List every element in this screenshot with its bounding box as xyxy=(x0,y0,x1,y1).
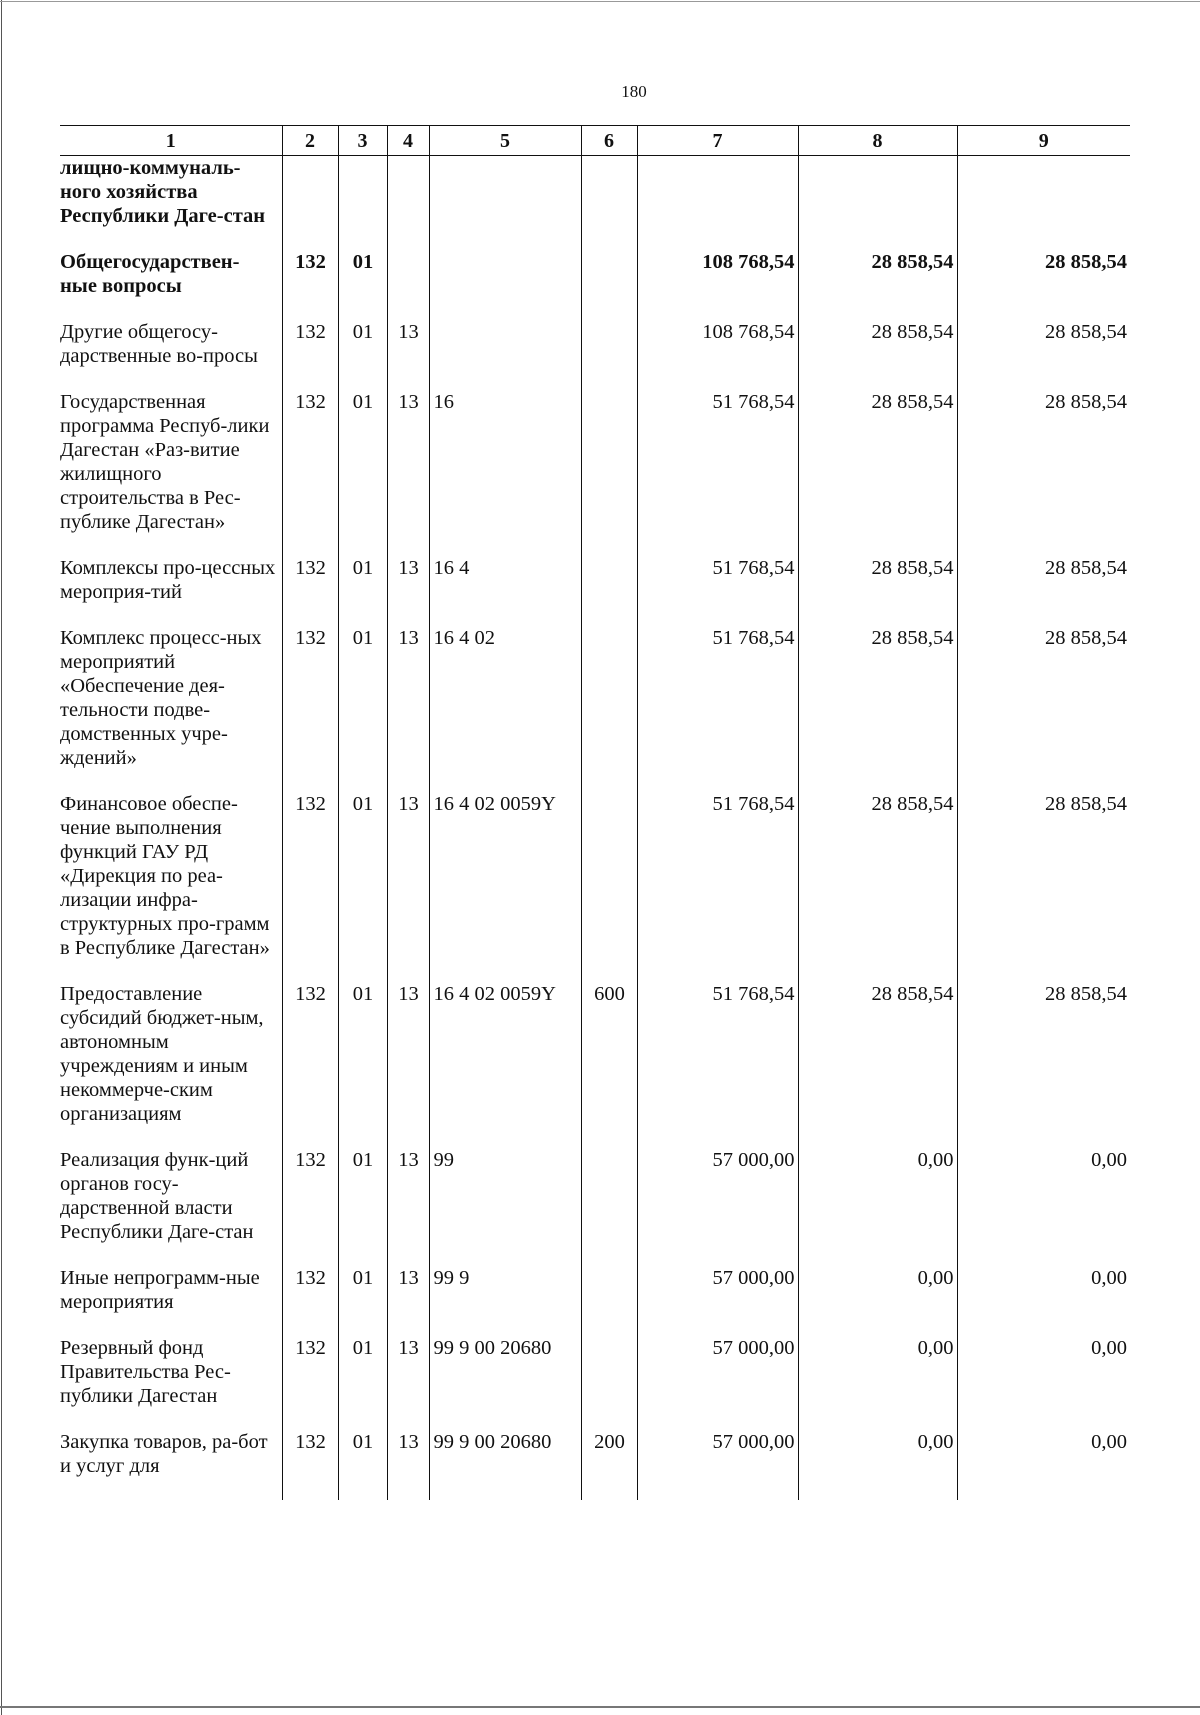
cell-amount-year3: 28 858,54 xyxy=(957,982,1130,1148)
cell-admin-code: 132 xyxy=(282,792,338,982)
table-row xyxy=(60,556,1130,626)
cell-admin-code: 132 xyxy=(282,250,338,320)
cell-name: Реализация функ-ций органов госу-дарственной власти Республики Даге-стан xyxy=(60,1149,254,1243)
cell-subsection xyxy=(387,156,429,251)
cell-target-article: 16 4 02 0059Y xyxy=(429,982,581,1148)
cell-expense-type xyxy=(581,250,637,320)
cell-target-article: 16 xyxy=(429,390,581,556)
cell-amount-year3: 0,00 xyxy=(957,1148,1130,1266)
cell-target-article: 16 4 xyxy=(429,556,581,626)
cell-amount-year1: 108 768,54 xyxy=(637,320,798,390)
column-header: 1 xyxy=(60,126,282,156)
cell-admin-code: 132 xyxy=(282,320,338,390)
cell-section: 01 xyxy=(338,792,387,982)
cell-name: Иные непрограмм-ные мероприятия xyxy=(60,1267,260,1313)
cell-amount-year3: 0,00 xyxy=(957,1430,1130,1500)
column-header: 8 xyxy=(798,126,957,156)
cell-section: 01 xyxy=(338,250,387,320)
cell-amount-year3: 0,00 xyxy=(957,1336,1130,1430)
cell-expense-type xyxy=(581,792,637,982)
cell-amount-year2: 0,00 xyxy=(798,1266,957,1336)
cell-amount-year1 xyxy=(637,156,798,251)
cell-target-article: 99 9 00 20680 xyxy=(429,1430,581,1500)
cell-amount-year2: 28 858,54 xyxy=(798,792,957,982)
cell-section: 01 xyxy=(338,320,387,390)
cell-subsection xyxy=(387,250,429,320)
column-header: 9 xyxy=(957,126,1130,156)
cell-amount-year1: 108 768,54 xyxy=(637,250,798,320)
cell-amount-year2: 28 858,54 xyxy=(798,556,957,626)
cell-name: Закупка товаров, ра-бот и услуг для xyxy=(60,1431,268,1477)
cell-amount-year1: 51 768,54 xyxy=(637,982,798,1148)
cell-target-article: 99 xyxy=(429,1148,581,1266)
cell-section: 01 xyxy=(338,982,387,1148)
cell-name: Другие общегосу-дарственные во-просы xyxy=(60,321,258,367)
cell-expense-type xyxy=(581,1266,637,1336)
cell-amount-year2: 28 858,54 xyxy=(798,982,957,1148)
cell-section: 01 xyxy=(338,1266,387,1336)
cell-expense-type: 600 xyxy=(581,982,637,1148)
cell-admin-code: 132 xyxy=(282,982,338,1148)
cell-section: 01 xyxy=(338,626,387,792)
cell-amount-year1: 51 768,54 xyxy=(637,792,798,982)
cell-amount-year2 xyxy=(798,156,957,251)
column-header: 2 xyxy=(282,126,338,156)
cell-admin-code: 132 xyxy=(282,1336,338,1430)
table-row xyxy=(60,320,1130,390)
cell-amount-year3: 28 858,54 xyxy=(957,390,1130,556)
cell-name: Общегосударствен-ные вопросы xyxy=(60,251,240,297)
cell-amount-year3: 28 858,54 xyxy=(957,626,1130,792)
table-row xyxy=(60,390,1130,556)
cell-target-article xyxy=(429,156,581,251)
cell-subsection: 13 xyxy=(387,390,429,556)
cell-amount-year3: 28 858,54 xyxy=(957,792,1130,982)
cell-name: Резервный фонд Правительства Рес-публики Дагестан xyxy=(60,1337,231,1407)
cell-subsection: 13 xyxy=(387,1430,429,1500)
cell-admin-code xyxy=(282,156,338,251)
table-row xyxy=(60,982,1130,1148)
cell-subsection: 13 xyxy=(387,1336,429,1430)
budget-table xyxy=(60,125,1130,1500)
cell-section: 01 xyxy=(338,1336,387,1430)
table-row xyxy=(60,1148,1130,1266)
cell-name: Финансовое обеспе-чение выполнения функций ГАУ РД «Дирекция по реа-лизации инфра-структурных про-грамм в Республике Дагестан» xyxy=(60,793,270,959)
cell-amount-year2: 28 858,54 xyxy=(798,390,957,556)
column-header: 3 xyxy=(338,126,387,156)
cell-subsection: 13 xyxy=(387,320,429,390)
cell-admin-code: 132 xyxy=(282,1148,338,1266)
table-row xyxy=(60,156,1130,251)
column-header: 4 xyxy=(387,126,429,156)
cell-amount-year1: 57 000,00 xyxy=(637,1148,798,1266)
cell-expense-type xyxy=(581,1336,637,1430)
cell-target-article: 99 9 00 20680 xyxy=(429,1336,581,1430)
cell-amount-year3: 28 858,54 xyxy=(957,320,1130,390)
cell-expense-type xyxy=(581,390,637,556)
cell-target-article: 99 9 xyxy=(429,1266,581,1336)
cell-amount-year3: 0,00 xyxy=(957,1266,1130,1336)
cell-subsection: 13 xyxy=(387,982,429,1148)
table-row xyxy=(60,1336,1130,1430)
cell-amount-year1: 57 000,00 xyxy=(637,1336,798,1430)
cell-admin-code: 132 xyxy=(282,390,338,556)
table-row xyxy=(60,626,1130,792)
table-body xyxy=(60,156,1130,1501)
cell-expense-type xyxy=(581,556,637,626)
cell-amount-year2: 28 858,54 xyxy=(798,250,957,320)
cell-expense-type xyxy=(581,156,637,251)
cell-section: 01 xyxy=(338,556,387,626)
cell-target-article xyxy=(429,320,581,390)
cell-section: 01 xyxy=(338,1430,387,1500)
cell-subsection: 13 xyxy=(387,792,429,982)
cell-section: 01 xyxy=(338,1148,387,1266)
cell-amount-year2: 0,00 xyxy=(798,1336,957,1430)
cell-amount-year3: 28 858,54 xyxy=(957,250,1130,320)
cell-amount-year2: 0,00 xyxy=(798,1430,957,1500)
cell-amount-year2: 0,00 xyxy=(798,1148,957,1266)
cell-admin-code: 132 xyxy=(282,1266,338,1336)
cell-amount-year3: 28 858,54 xyxy=(957,556,1130,626)
cell-name: Государственная программа Респуб-лики Дагестан «Раз-витие жилищного строительства в Рес-публике Дагестан» xyxy=(60,391,270,533)
cell-target-article xyxy=(429,250,581,320)
cell-subsection: 13 xyxy=(387,1266,429,1336)
cell-target-article: 16 4 02 0059Y xyxy=(429,792,581,982)
cell-amount-year2: 28 858,54 xyxy=(798,320,957,390)
table-header-row xyxy=(60,126,1130,156)
cell-expense-type xyxy=(581,626,637,792)
cell-expense-type xyxy=(581,320,637,390)
cell-expense-type: 200 xyxy=(581,1430,637,1500)
cell-admin-code: 132 xyxy=(282,556,338,626)
cell-amount-year1: 57 000,00 xyxy=(637,1266,798,1336)
cell-amount-year1: 51 768,54 xyxy=(637,556,798,626)
column-header: 7 xyxy=(637,126,798,156)
cell-admin-code: 132 xyxy=(282,1430,338,1500)
table-row xyxy=(60,792,1130,982)
cell-target-article: 16 4 02 xyxy=(429,626,581,792)
column-header: 6 xyxy=(581,126,637,156)
table-row xyxy=(60,1430,1130,1500)
cell-name: Предоставление субсидий бюджет-ным, автономным учреждениям и иным некоммерче-ским организациям xyxy=(60,983,264,1125)
cell-section: 01 xyxy=(338,390,387,556)
cell-name: Комплекс процесс-ных мероприятий «Обеспечение дея-тельности подве-домственных учре-ждений» xyxy=(60,627,262,769)
cell-amount-year3 xyxy=(957,156,1130,251)
cell-admin-code: 132 xyxy=(282,626,338,792)
page-border-bottom xyxy=(0,1706,1200,1708)
cell-expense-type xyxy=(581,1148,637,1266)
cell-amount-year2: 28 858,54 xyxy=(798,626,957,792)
cell-amount-year1: 51 768,54 xyxy=(637,390,798,556)
cell-amount-year1: 57 000,00 xyxy=(637,1430,798,1500)
cell-section xyxy=(338,156,387,251)
table-row xyxy=(60,250,1130,320)
cell-subsection: 13 xyxy=(387,626,429,792)
table-row xyxy=(60,1266,1130,1336)
cell-name: Комплексы про-цессных мероприя-тий xyxy=(60,557,276,603)
cell-subsection: 13 xyxy=(387,556,429,626)
column-header: 5 xyxy=(429,126,581,156)
cell-subsection: 13 xyxy=(387,1148,429,1266)
cell-amount-year1: 51 768,54 xyxy=(637,626,798,792)
cell-name: лищно-коммуналь-ного хозяйства Республики Даге-стан xyxy=(60,157,266,227)
page-border-top xyxy=(0,1,1200,2)
page-number: 180 xyxy=(621,82,647,101)
page-border-left xyxy=(1,0,2,1715)
